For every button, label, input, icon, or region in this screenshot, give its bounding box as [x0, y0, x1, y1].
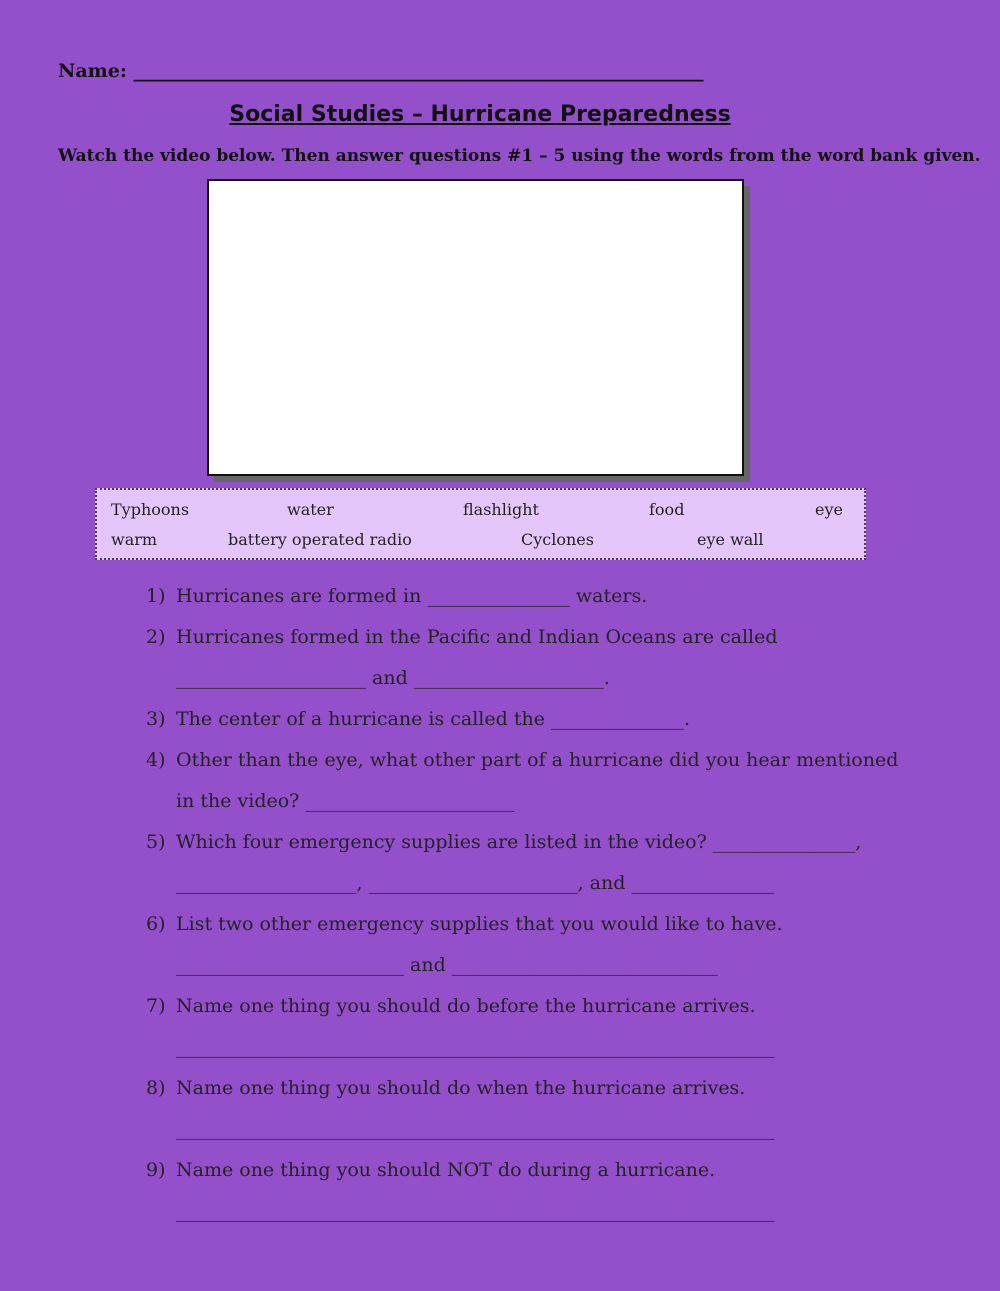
page-title: Social Studies – Hurricane Preparedness: [229, 102, 731, 127]
question-text: Hurricanes formed in the Pacific and Indian Oceans are called: [176, 626, 778, 648]
question-item: [146, 822, 906, 904]
question-item: [146, 617, 906, 699]
question-item: [146, 1068, 906, 1150]
question-text: Name one thing you should do when the hurricane arrives.: [176, 1077, 746, 1099]
word-bank-item: water: [287, 500, 334, 519]
question-text: List two other emergency supplies that you would like to have.: [176, 913, 783, 935]
answer-blank[interactable]: ________________________ and ____________________________: [176, 954, 718, 976]
question-number: 3): [146, 708, 166, 730]
question-number: 7): [146, 995, 166, 1017]
question-text: Hurricanes are formed in _______________ waters.: [176, 585, 648, 607]
word-bank-item: food: [649, 500, 685, 519]
video-player[interactable]: [207, 179, 744, 476]
answer-blank[interactable]: in the video? ______________________: [176, 790, 515, 812]
name-field-label: Name: ____________________________________________________________: [58, 60, 704, 82]
word-bank-item: eye wall: [697, 530, 764, 549]
word-bank-item: battery operated radio: [228, 530, 412, 549]
answer-blank[interactable]: _______________________________________________________________: [176, 1118, 775, 1140]
question-number: 6): [146, 913, 166, 935]
word-bank-item: warm: [111, 530, 158, 549]
word-bank-item: eye: [815, 500, 843, 519]
answer-blank[interactable]: ___________________, ______________________, and _______________: [176, 872, 774, 894]
question-number: 2): [146, 626, 166, 648]
question-number: 5): [146, 831, 166, 853]
answer-blank[interactable]: _______________________________________________________________: [176, 1200, 775, 1222]
instructions-text: Watch the video below. Then answer questions #1 – 5 using the words from the word bank given.: [58, 146, 981, 166]
question-text: Name one thing you should NOT do during a hurricane.: [176, 1159, 716, 1181]
question-item: [146, 740, 906, 822]
question-item: [146, 1150, 906, 1232]
question-item: [146, 576, 906, 617]
question-text: Name one thing you should do before the hurricane arrives.: [176, 995, 756, 1017]
question-number: 9): [146, 1159, 166, 1181]
word-bank-item: flashlight: [463, 500, 539, 519]
word-bank-item: Cyclones: [521, 530, 594, 549]
question-item: [146, 699, 906, 740]
word-bank-item: Typhoons: [111, 500, 190, 519]
question-list: [146, 576, 906, 1232]
question-number: 1): [146, 585, 166, 607]
question-item: [146, 986, 906, 1068]
question-text: Which four emergency supplies are listed in the video? _______________,: [176, 831, 862, 853]
question-text: Other than the eye, what other part of a hurricane did you hear mentioned: [176, 749, 899, 771]
question-number: 8): [146, 1077, 166, 1099]
word-bank: [95, 488, 866, 560]
question-item: [146, 904, 906, 986]
answer-blank[interactable]: ____________________ and ____________________.: [176, 667, 610, 689]
question-number: 4): [146, 749, 166, 771]
answer-blank[interactable]: _______________________________________________________________: [176, 1036, 775, 1058]
question-text: The center of a hurricane is called the ______________.: [176, 708, 691, 730]
